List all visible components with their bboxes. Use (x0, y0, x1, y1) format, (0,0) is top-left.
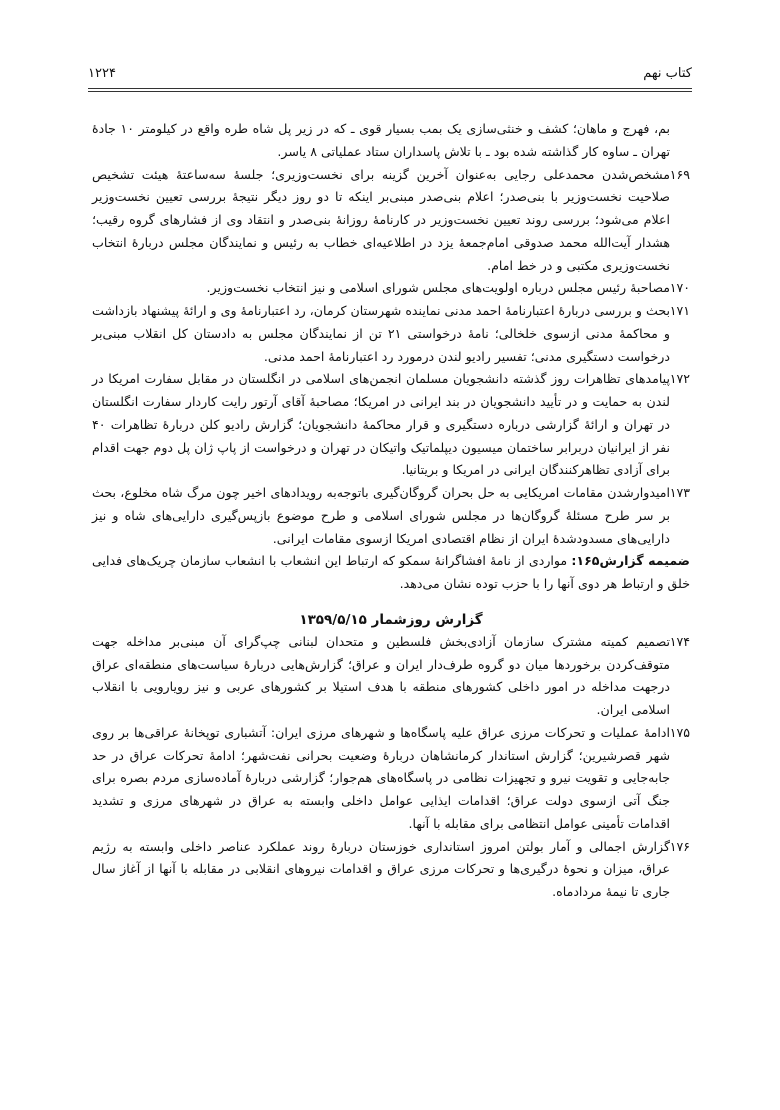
list-item (92, 631, 690, 722)
header-divider (88, 88, 692, 92)
appendix-label: ضمیمه گزارش۱۶۵: (571, 553, 690, 569)
item-number: ۱۷۳ (669, 485, 690, 500)
item-text: مصاحبهٔ رئیس مجلس درباره اولویت‌های مجلس شورای اسلامی و نیز انتخاب نخست‌وزیر. (206, 280, 670, 296)
item-text: ادامهٔ عملیات و تحرکات مرزی عراق علیه پاسگاه‌ها و شهرهای مرزی ایران: آتشباری توپخانهٔ عراقی‌ها بر روی شهر قصرشیرین؛ گزارش استاندار کرمانشاهان دربارهٔ وضعیت بحرانی نفت‌شهر؛ ادامهٔ تحرکات عراق در حد جابه‌جایی و تقویت نیرو و تجهیزات نظامی در پاسگاه‌های هم‌جوار؛ گزارشی دربارهٔ آماده‌سازی مردم بصره برای جنگ آتی ازسوی دولت عراق؛ اقدامات ایذایی عوامل داخلی وابسته به عراق در شهرهای مرزی و تشدید اقدامات تأمینی عوامل انتظامی برای مقابله با آنها. (92, 724, 670, 831)
item-number: ۱۷۶ (669, 838, 690, 854)
item-text: بحث و بررسی دربارهٔ اعتبارنامهٔ احمد مدنی نماینده شهرستان کرمان، رد اعتبارنامهٔ وی و ارائهٔ پیشنهاد بازداشت و محاکمهٔ مدنی ازسوی خلخالی؛ نامهٔ درخواستی ۲۱ تن از نمایندگان مجلس به دادستان کل انقلاب مبنی‌بر درخواست دستگیری مدنی؛ تفسیر رادیو لندن درمورد رد اعتبارنامهٔ احمد مدنی. (92, 303, 670, 364)
item-number: ۱۷۱ (669, 303, 690, 318)
item-text: پیامدهای تظاهرات روز گذشته دانشجویان مسلمان انجمن‌های اسلامی در انگلستان در مقابل سفارت امریکا در لندن به حمایت و در تأیید دانشجویان در بند ایرانی در امریکا؛ مصاحبهٔ آقای آرتور رایت کاردار سفارت انگلستان در تهران و ارائهٔ گزارشی درباره دستگیری و قرار محاکمهٔ دانشجویان؛ گزارش رادیو کلن دربارهٔ تظاهرات ۴۰ نفر از ایرانیان دربرابر ساختمان میسیون دیپلماتیک واتیکان در تهران و درخواست از پاپ ژان پل دوم جهت اقدام برای آزادی تظاهرکنندگان ایرانی در امریکا و بریتانیا. (92, 371, 670, 478)
appendix-note (92, 550, 690, 596)
list-item (92, 482, 690, 550)
list-item (92, 164, 690, 278)
item-text: تصمیم کمیته مشترک سازمان آزادی‌بخش فلسطین و متحدان لبنانی چپ‌گرای آن مبنی‌بر مداخله جهت متوقف‌کردن برخوردها میان دو گروه طرف‌دار ایران و عراق؛ گزارش‌هایی دربارهٔ سیاست‌های منطقه‌ای عراق درجهت مداخله در امور داخلی کشورهای منطقه با هدف استیلا بر کشورهای عربی و نیز رویارویی با انقلاب اسلامی ایران. (92, 633, 670, 717)
appendix-text: مواردی از نامهٔ افشاگرانهٔ سمکو که ارتباط این انشعاب با انشعاب سازمان چریک‌های فدایی خلق و ارتباط هر دوی آنها را با حزب توده نشان می‌دهد. (92, 553, 690, 591)
item-number: ۱۷۴ (669, 633, 690, 649)
list-item (92, 368, 690, 482)
page-number: ۱۲۲۴ (88, 66, 116, 81)
list-item (92, 300, 690, 368)
item-number: ۱۷۰ (669, 280, 690, 296)
section-heading: گزارش روزشمار ۱۳۵۹/۵/۱۵ (299, 611, 483, 628)
item-text: مشخص‌شدن محمدعلی رجایی به‌عنوان آخرین گزینه برای نخست‌وزیری؛ جلسهٔ سه‌ساعتهٔ هیئت تشخیص صلاحیت نخست‌وزیر با بنی‌صدر؛ اعلام بنی‌صدر مبنی‌بر اینکه تا دو روز دیگر نتیجهٔ بررسی تعیین نخست‌وزیر اعلام می‌شود؛ بررسی روند تعیین نخست‌وزیر در کارنامهٔ روزانهٔ بنی‌صدر و انتقاد وی از فشارهای گروه رقیب؛ هشدار آیت‌الله محمد صدوقی امام‌جمعهٔ یزد در اطلاعیه‌ای خطاب به رئیس و نمایندگان مجلس دربارهٔ انتخاب نخست‌وزیری مکتبی و در خط امام. (92, 166, 670, 273)
page-body (92, 118, 690, 904)
page-header (88, 64, 692, 86)
item-number: ۱۷۲ (669, 371, 690, 387)
intro-paragraph: بم، فهرج و ماهان؛ کشف و خنثی‌سازی یک بمب بسیار قوی ـ که در زیر پل شاه طره واقع در کیلومتر ۱۰ جادهٔ تهران ـ ساوه کار گذاشته شده بود ـ با تلاش پاسداران ستاد عملیاتی ۸ یاسر. (92, 121, 670, 159)
item-text: گزارش اجمالی و آمار بولتن امروز استانداری خوزستان دربارهٔ روند عملکرد عناصر داخلی وابسته به رژیم عراق، میزان و نحوهٔ درگیری‌ها و تحرکات مرزی عراق و اقدامات نیروهای انقلابی در مقابله با آنها از آغاز سال جاری تا نیمهٔ مردادماه. (92, 838, 670, 899)
item-number: ۱۷۵ (669, 724, 690, 740)
item-number: ۱۶۹ (669, 166, 690, 182)
list-item (92, 277, 690, 300)
book-title: کتاب نهم (643, 66, 692, 81)
item-text: امیدوارشدن مقامات امریکایی به حل بحران گروگان‌گیری باتوجه‌به رویدادهای اخیر چون مرگ شاه مخلوع، بحث بر سر طرح مسئلهٔ گروگان‌ها در مجلس شورای اسلامی و طرح موضوع بازپس‌گیری دارایی‌های شاه و نیز دارایی‌های مسدودشدهٔ ایران از نظام اقتصادی امریکا ازسوی مقامات ایرانی. (92, 485, 670, 546)
list-item (92, 722, 690, 836)
list-item (92, 836, 690, 904)
